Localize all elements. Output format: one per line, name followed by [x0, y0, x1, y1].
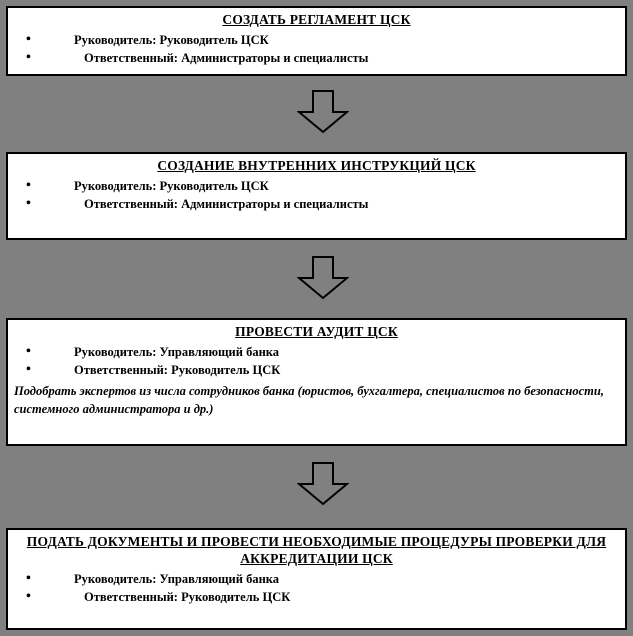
list-item: • Ответственный: Администраторы и специалисты	[8, 195, 625, 213]
flow-step-4	[6, 528, 627, 630]
list-item: • Руководитель: Руководитель ЦСК	[8, 31, 625, 49]
flow-step-3-note: Подобрать экспертов из числа сотрудников банка (юристов, бухгалтера, специалистов по безопасности, системного администратора и др.)	[14, 384, 604, 416]
flow-step-3-bullets	[8, 343, 625, 379]
list-item: • Ответственный: Руководитель ЦСК	[8, 588, 625, 606]
down-arrow-icon	[297, 462, 349, 506]
flow-step-2-title: СОЗДАНИЕ ВНУТРЕННИХ ИНСТРУКЦИЙ ЦСК	[157, 158, 476, 173]
list-item: • Ответственный: Руководитель ЦСК	[8, 361, 625, 379]
flow-step-4-title: ПОДАТЬ ДОКУМЕНТЫ И ПРОВЕСТИ НЕОБХОДИМЫЕ ПРОЦЕДУРЫ ПРОВЕРКИ ДЛЯ АККРЕДИТАЦИИ ЦСК	[26, 534, 607, 566]
flow-step-2-bullets	[8, 177, 625, 213]
down-arrow-icon	[297, 256, 349, 300]
down-arrow-icon	[297, 90, 349, 134]
list-item: • Руководитель: Руководитель ЦСК	[8, 177, 625, 195]
list-item: • Руководитель: Управляющий банка	[8, 343, 625, 361]
flow-step-3	[6, 318, 627, 446]
list-item: • Ответственный: Администраторы и специалисты	[8, 49, 625, 67]
flow-step-1-title: СОЗДАТЬ РЕГЛАМЕНТ ЦСК	[222, 12, 411, 27]
flow-step-4-bullets	[8, 570, 625, 606]
flow-step-3-title: ПРОВЕСТИ АУДИТ ЦСК	[235, 324, 398, 339]
flow-step-1	[6, 6, 627, 76]
flow-step-1-bullets	[8, 31, 625, 67]
list-item: • Руководитель: Управляющий банка	[8, 570, 625, 588]
flow-step-2	[6, 152, 627, 240]
